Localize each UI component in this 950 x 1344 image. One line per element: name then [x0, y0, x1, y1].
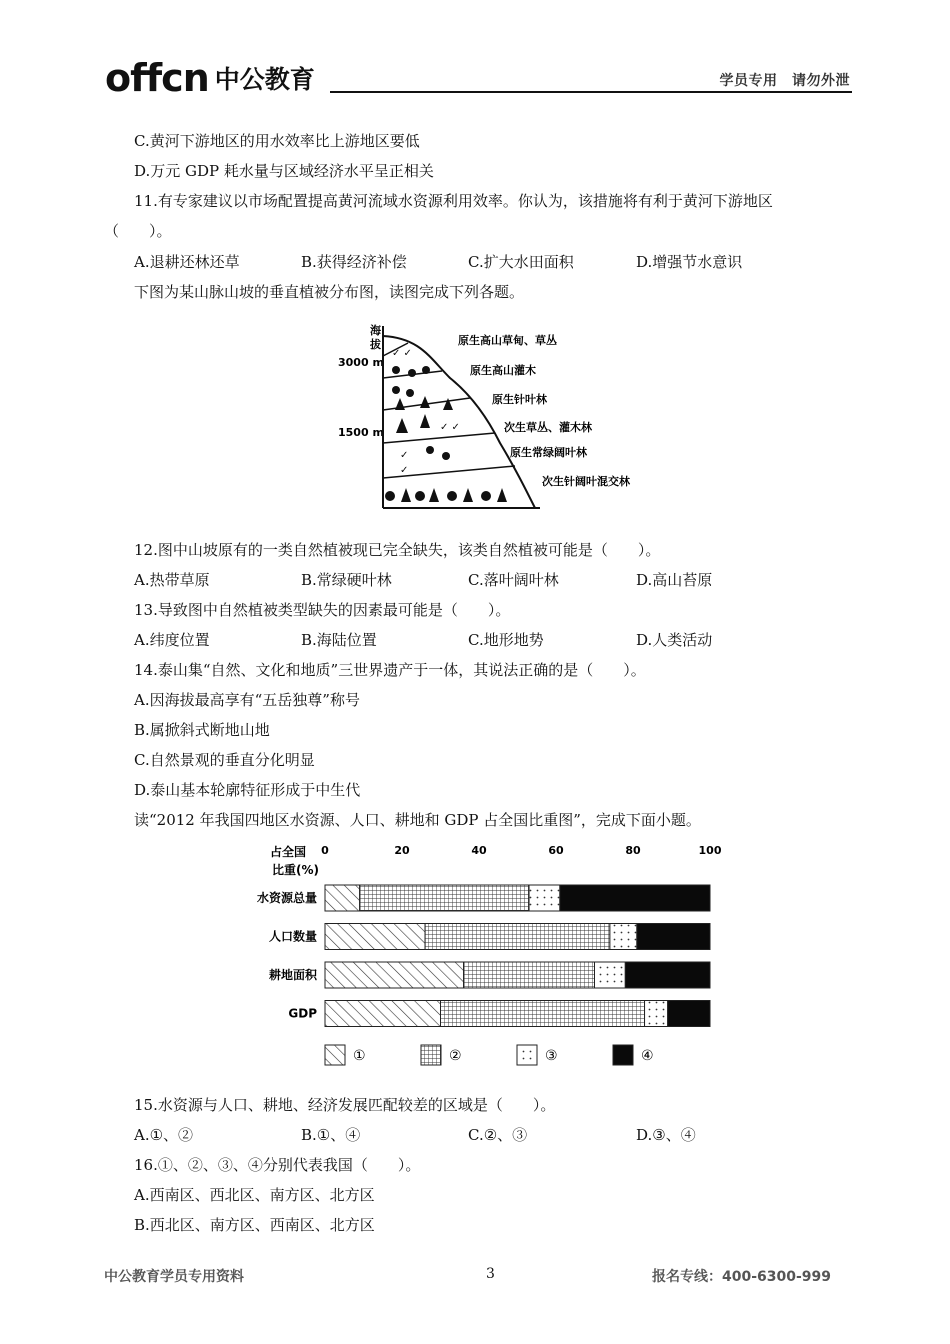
chart-ylabel-line2: 比重(%) [272, 863, 319, 877]
q11-option-d: D.增强节水意识 [636, 253, 743, 271]
zone-label-3: 原生针叶林 [492, 393, 547, 406]
q13-option-c: C.地形地势 [468, 631, 544, 649]
legend-swatch [325, 1045, 345, 1065]
header-note: 学员专用 请勿外泄 [719, 73, 850, 89]
intro-chart: 读“2012 年我国四地区水资源、人口、耕地和 GDP 占全国比重图”，完成下面小题。 [134, 811, 701, 829]
bar-segment [325, 962, 464, 988]
category-label: 人口数量 [268, 929, 317, 944]
category-label: GDP [288, 1006, 317, 1021]
q10-option-c: C.黄河下游地区的用水效率比上游地区要低 [134, 132, 420, 150]
bar-segment [360, 885, 529, 911]
x-tick-label: 100 [698, 844, 722, 857]
zone-label-4: 次生草丛、灌木林 [504, 421, 592, 434]
bar-segment [625, 962, 710, 988]
svg-text:✓: ✓ [400, 465, 409, 476]
bar-segment [637, 924, 710, 950]
q12-option-b: B.常绿硬叶林 [301, 571, 392, 589]
q12-option-d: D.高山苔原 [636, 571, 713, 589]
legend-label: ④ [641, 1048, 654, 1064]
stacked-bar-chart [240, 838, 740, 1078]
q15-option-c: C.②、③ [468, 1126, 528, 1144]
q14-option-a: A.因海拔最高享有“五岳独尊”称号 [134, 691, 360, 709]
question-14: 14.泰山集“自然、文化和地质”三世界遗产于一体，其说法正确的是（ ）。 [134, 661, 646, 679]
q10-option-d: D.万元 GDP 耗水量与区域经济水平呈正相关 [134, 162, 434, 180]
svg-text:✓ ✓: ✓ ✓ [440, 422, 460, 433]
x-tick-label: 60 [548, 844, 564, 857]
bar-segment [325, 885, 360, 911]
q13-option-b: B.海陆位置 [301, 631, 377, 649]
bar-segment [425, 924, 610, 950]
header-divider [330, 91, 852, 93]
legend-swatch [613, 1045, 633, 1065]
bar-segment [464, 962, 595, 988]
vertical-vegetation-figure [330, 318, 660, 518]
chart-ylabel-line1: 占全国 [270, 845, 307, 859]
legend-label: ③ [545, 1048, 558, 1064]
tick-1500: 1500 m [338, 426, 384, 439]
footer-right: 报名专线：400-6300-999 [652, 1269, 832, 1285]
bar-segment [610, 924, 637, 950]
zone-label-5: 原生常绿阔叶林 [510, 446, 587, 459]
question-16: 16.①、②、③、④分别代表我国（ ）。 [134, 1156, 421, 1174]
bar-segment [668, 1001, 710, 1027]
q11-option-b: B.获得经济补偿 [301, 253, 407, 271]
x-tick-label: 80 [625, 844, 641, 857]
legend-swatch [421, 1045, 441, 1065]
legend-swatch [517, 1045, 537, 1065]
page-number: 3 [486, 1266, 495, 1282]
axis-label-1: 海 [370, 324, 381, 337]
bar-segment [595, 962, 626, 988]
q12-option-c: C.落叶阔叶林 [468, 571, 559, 589]
zone-label-2: 原生高山灌木 [470, 364, 536, 377]
question-11-cont: （ ）。 [104, 222, 172, 240]
category-label: 耕地面积 [268, 968, 317, 982]
axis-label-2: 拔 [370, 338, 381, 351]
bar-segment [529, 885, 560, 911]
q12-option-a: A.热带草原 [134, 571, 210, 589]
bar-segment [441, 1001, 645, 1027]
x-tick-label: 0 [321, 844, 329, 857]
question-13: 13.导致图中自然植被类型缺失的因素最可能是（ ）。 [134, 601, 511, 619]
svg-text:✓: ✓ [400, 450, 409, 461]
q14-option-b: B.属掀斜式断地山地 [134, 721, 270, 739]
logo-english: offcn [105, 56, 209, 100]
svg-text:✓ ✓: ✓ ✓ [392, 348, 412, 359]
legend-label: ② [449, 1048, 462, 1064]
bar-segment [645, 1001, 668, 1027]
question-15: 15.水资源与人口、耕地、经济发展匹配较差的区域是（ ）。 [134, 1096, 556, 1114]
question-12: 12.图中山坡原有的一类自然植被现已完全缺失，该类自然植被可能是（ ）。 [134, 541, 661, 559]
q13-option-a: A.纬度位置 [134, 631, 210, 649]
bar-segment [560, 885, 710, 911]
x-tick-label: 20 [394, 844, 410, 857]
zone-label-6: 次生针阔叶混交林 [542, 475, 630, 488]
tick-3000: 3000 m [338, 356, 384, 369]
q16-option-a: A.西南区、西北区、南方区、北方区 [134, 1186, 375, 1204]
q14-option-c: C.自然景观的垂直分化明显 [134, 751, 315, 769]
brand-logo [105, 55, 315, 100]
x-tick-label: 40 [471, 844, 487, 857]
zone-boundary [383, 433, 495, 443]
legend-label: ① [353, 1048, 366, 1064]
q15-option-b: B.①、④ [301, 1126, 361, 1144]
question-11: 11.有专家建议以市场配置提高黄河流域水资源利用效率。你认为，该措施将有利于黄河下游地区 [134, 192, 773, 210]
footer-left: 中公教育学员专用资料 [104, 1269, 244, 1285]
category-label: 水资源总量 [256, 891, 317, 905]
bar-segment [325, 924, 425, 950]
q11-option-a: A.退耕还林还草 [134, 253, 240, 271]
logo-chinese: 中公教育 [214, 65, 315, 94]
zone-label-1: 原生高山草甸、草丛 [458, 334, 557, 347]
q13-option-d: D.人类活动 [636, 631, 713, 649]
q11-option-c: C.扩大水田面积 [468, 253, 574, 271]
q14-option-d: D.泰山基本轮廓特征形成于中生代 [134, 781, 361, 799]
bar-segment [325, 1001, 441, 1027]
intro-mountain: 下图为某山脉山坡的垂直植被分布图，读图完成下列各题。 [134, 283, 525, 301]
q15-option-a: A.①、② [134, 1126, 194, 1144]
q15-option-d: D.③、④ [636, 1126, 696, 1144]
q16-option-b: B.西北区、南方区、西南区、北方区 [134, 1216, 375, 1234]
